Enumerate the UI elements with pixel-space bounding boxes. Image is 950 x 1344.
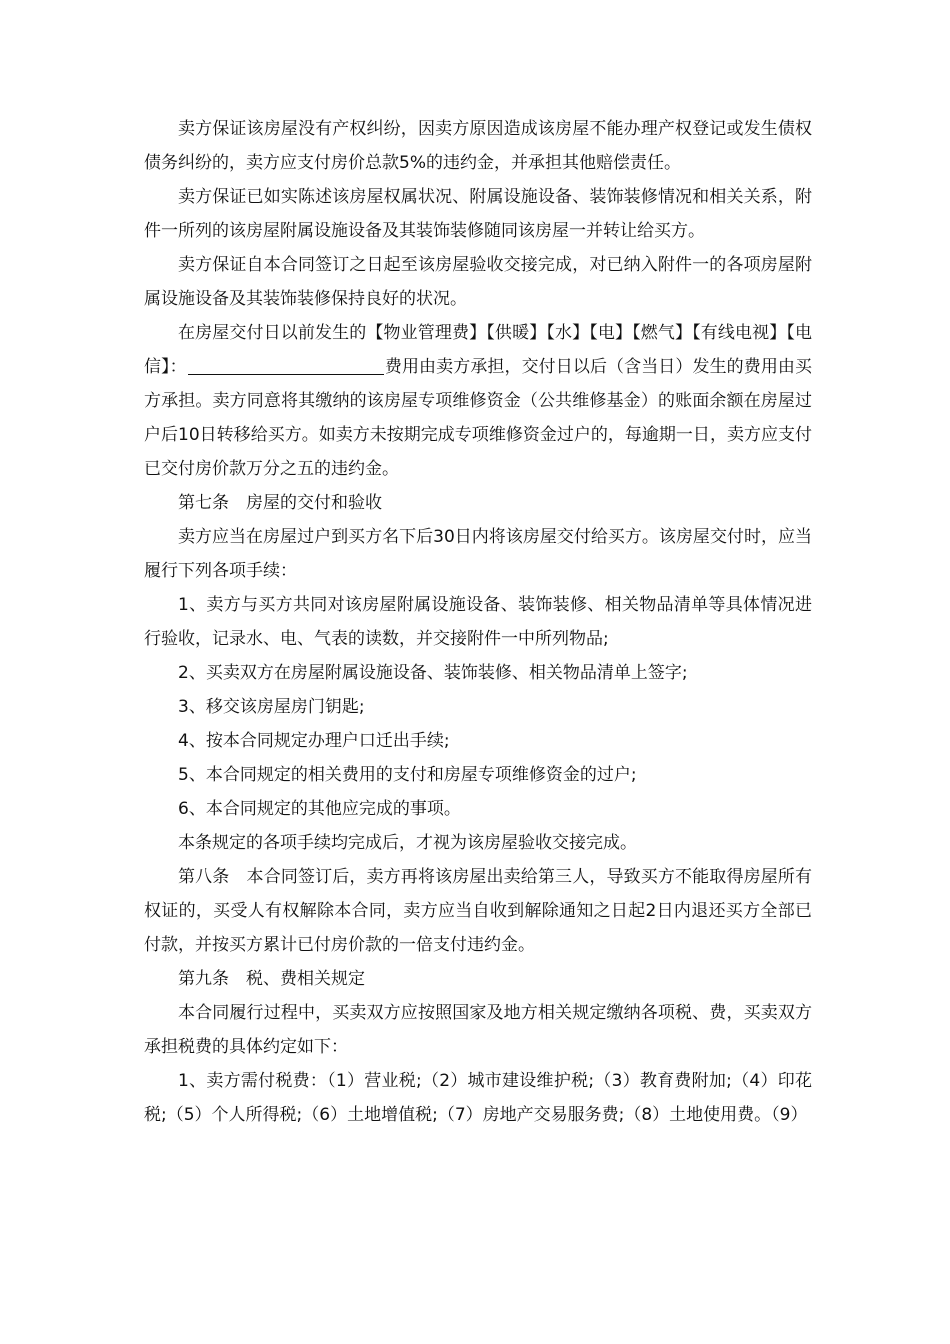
article-8: 第八条 本合同签订后，卖方再将该房屋出卖给第三人，导致买方不能取得房屋所有权证的，买受人有权解除本合同，卖方应当自收到解除通知之日起2日内退还买方全部已付款，并按买方累计已付房价款的一倍支付违约金。 — [144, 867, 812, 955]
article-9-heading: 第九条 税、费相关规定 — [178, 969, 365, 989]
list-item: 3、移交该房屋房门钥匙; — [178, 697, 365, 717]
paragraph-seller-disclosure: 卖方保证已如实陈述该房屋权属状况、附属设施设备、装饰装修情况和相关关系，附件一所列的该房屋附属设施设备及其装饰装修随同该房屋一并转让给买方。 — [144, 187, 812, 241]
fill-in-blank — [188, 354, 384, 375]
paragraph-delivery-deadline: 卖方应当在房屋过户到买方名下后30日内将该房屋交付给买方。该房屋交付时，应当履行下列各项手续： — [144, 527, 812, 581]
paragraph-handover-complete: 本条规定的各项手续均完成后，才视为该房屋验收交接完成。 — [178, 833, 637, 853]
article-7-heading: 第七条 房屋的交付和验收 — [178, 493, 382, 513]
document-page — [144, 112, 812, 1132]
paragraph-fees-before-delivery — [144, 316, 812, 486]
list-item: 4、按本合同规定办理户口迁出手续; — [178, 731, 450, 751]
list-item: 1、卖方与买方共同对该房屋附属设施设备、装饰装修、相关物品清单等具体情况进行验收，记录水、电、气表的读数，并交接附件一中所列物品; — [144, 595, 812, 649]
paragraph-seller-maintenance: 卖方保证自本合同签订之日起至该房屋验收交接完成，对已纳入附件一的各项房屋附属设施设备及其装饰装修保持良好的状况。 — [144, 255, 812, 309]
list-item: 6、本合同规定的其他应完成的事项。 — [178, 799, 461, 819]
fees-responsibility-text: 费用由卖方承担，交付日以后（含当日）发生的费用由买方承担。卖方同意将其缴纳的该房屋专项维修资金（公共维修基金）的账面余额在房屋过户后10日转移给买方。如卖方未按期完成专项维修资金过户的，每逾期一日，卖方应支付已交付房价款万分之五的违约金。 — [144, 357, 813, 479]
fees-list-text: 在房屋交付日以前发生的【物业管理费】【供暖】【水】【电】【燃气】【有线电视】【电信】： — [144, 323, 812, 377]
list-item: 2、买卖双方在房屋附属设施设备、装饰装修、相关物品清单上签字; — [178, 663, 688, 683]
paragraph-seller-taxes: 1、卖方需付税费：（1）营业税;（2）城市建设维护税;（3）教育费附加;（4）印花税;（5）个人所得税;（6）土地增值税;（7）房地产交易服务费;（8）土地使用费。（9） — [144, 1071, 812, 1125]
paragraph-tax-intro: 本合同履行过程中，买卖双方应按照国家及地方相关规定缴纳各项税、费，买卖双方承担税费的具体约定如下： — [144, 1003, 812, 1057]
list-item: 5、本合同规定的相关费用的支付和房屋专项维修资金的过户; — [178, 765, 637, 785]
paragraph-seller-no-dispute: 卖方保证该房屋没有产权纠纷，因卖方原因造成该房屋不能办理产权登记或发生债权债务纠纷的，卖方应支付房价总款5%的违约金，并承担其他赔偿责任。 — [144, 119, 812, 173]
